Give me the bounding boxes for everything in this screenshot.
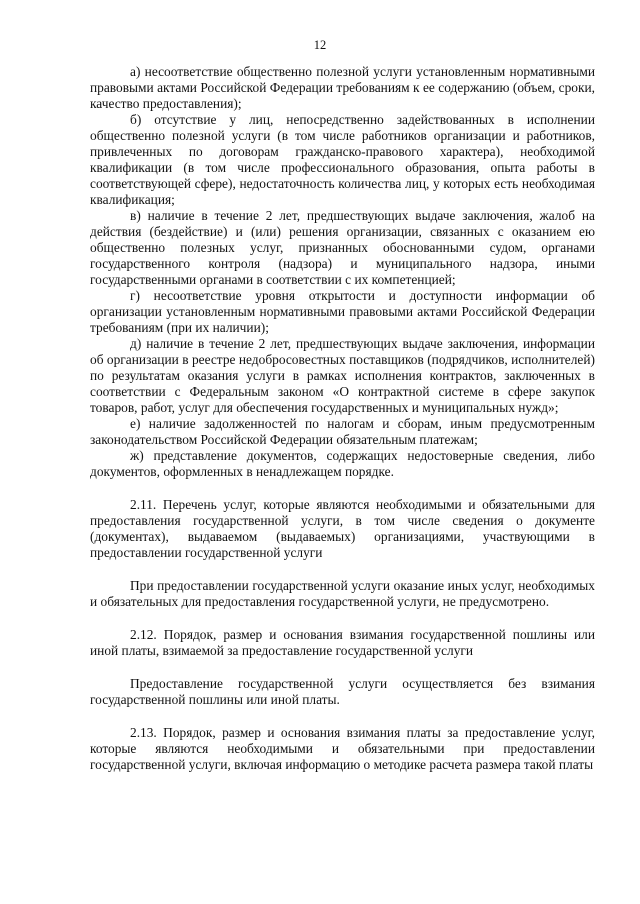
paragraph-v: в) наличие в течение 2 лет, предшествующих выдаче заключения, жалоб на действия (бездействие) и (или) решения организации, связанных с оказанием ею общественно полезных услуг, признанных обоснованными судом, органами государственного контроля (надзора) и муниципального надзора, иными государственными органами в соответствии с их компетенцией;	[90, 208, 595, 287]
section-spacer	[90, 480, 595, 497]
section-heading-2-13: 2.13. Порядок, размер и основания взимания платы за предоставление услуг, которые являются необходимыми и обязательными при предоставлении государственной услуги, включая информацию о методике расчета размера такой платы	[90, 725, 595, 772]
section-spacer	[90, 610, 595, 627]
section-spacer	[90, 659, 595, 676]
paragraph-e: е) наличие задолженностей по налогам и сборам, иным предусмотренным законодательством Российской Федерации обязательным платежам;	[90, 416, 595, 447]
section-spacer	[90, 561, 595, 578]
paragraph-a: а) несоответствие общественно полезной услуги установленным нормативными правовыми актами Российской Федерации требованиям к ее содержанию (объем, сроки, качество предоставления);	[90, 64, 595, 111]
paragraph-g: г) несоответствие уровня открытости и доступности информации об организации установленным нормативными правовыми актами Российской Федерации требованиям (при их наличии);	[90, 288, 595, 335]
paragraph-2-12-text: Предоставление государственной услуги осуществляется без взимания государственной пошлины или иной платы.	[90, 676, 595, 707]
paragraph-2-11-text: При предоставлении государственной услуги оказание иных услуг, необходимых и обязательных для предоставления государственной услуги, не предусмотрено.	[90, 578, 595, 609]
paragraph-zh: ж) представление документов, содержащих недостоверные сведения, либо документов, оформленных в ненадлежащем порядке.	[90, 448, 595, 479]
page-number: 12	[313, 38, 327, 52]
paragraph-d: д) наличие в течение 2 лет, предшествующих выдаче заключения, информации об организации в реестре недобросовестных поставщиков (подрядчиков, исполнителей) по результатам оказания услуги в рамках исполнения контрактов, заключенных в соответствии с Федеральным законом «О контрактной системе в сфере закупок товаров, работ, услуг для обеспечения государственных и муниципальных нужд»;	[90, 336, 595, 415]
document-body	[90, 64, 595, 773]
paragraph-b: б) отсутствие у лиц, непосредственно задействованных в исполнении общественно полезной услуги (в том числе работников организации и работников, привлеченных по договорам гражданско-правового характера), необходимой квалификации (в том числе профессионального образования, опыта работы в соответствующей сфере), недостаточность количества лиц, у которых есть необходимая квалификация;	[90, 112, 595, 207]
section-heading-2-12: 2.12. Порядок, размер и основания взимания государственной пошлины или иной платы, взимаемой за предоставление государственной услуги	[90, 627, 595, 658]
section-heading-2-11: 2.11. Перечень услуг, которые являются необходимыми и обязательными для предоставления государственной услуги, в том числе сведения о документе (документах), выдаваемом (выдаваемых) организациями, участвующими в предоставлении государственной услуги	[90, 497, 595, 560]
section-spacer	[90, 708, 595, 725]
